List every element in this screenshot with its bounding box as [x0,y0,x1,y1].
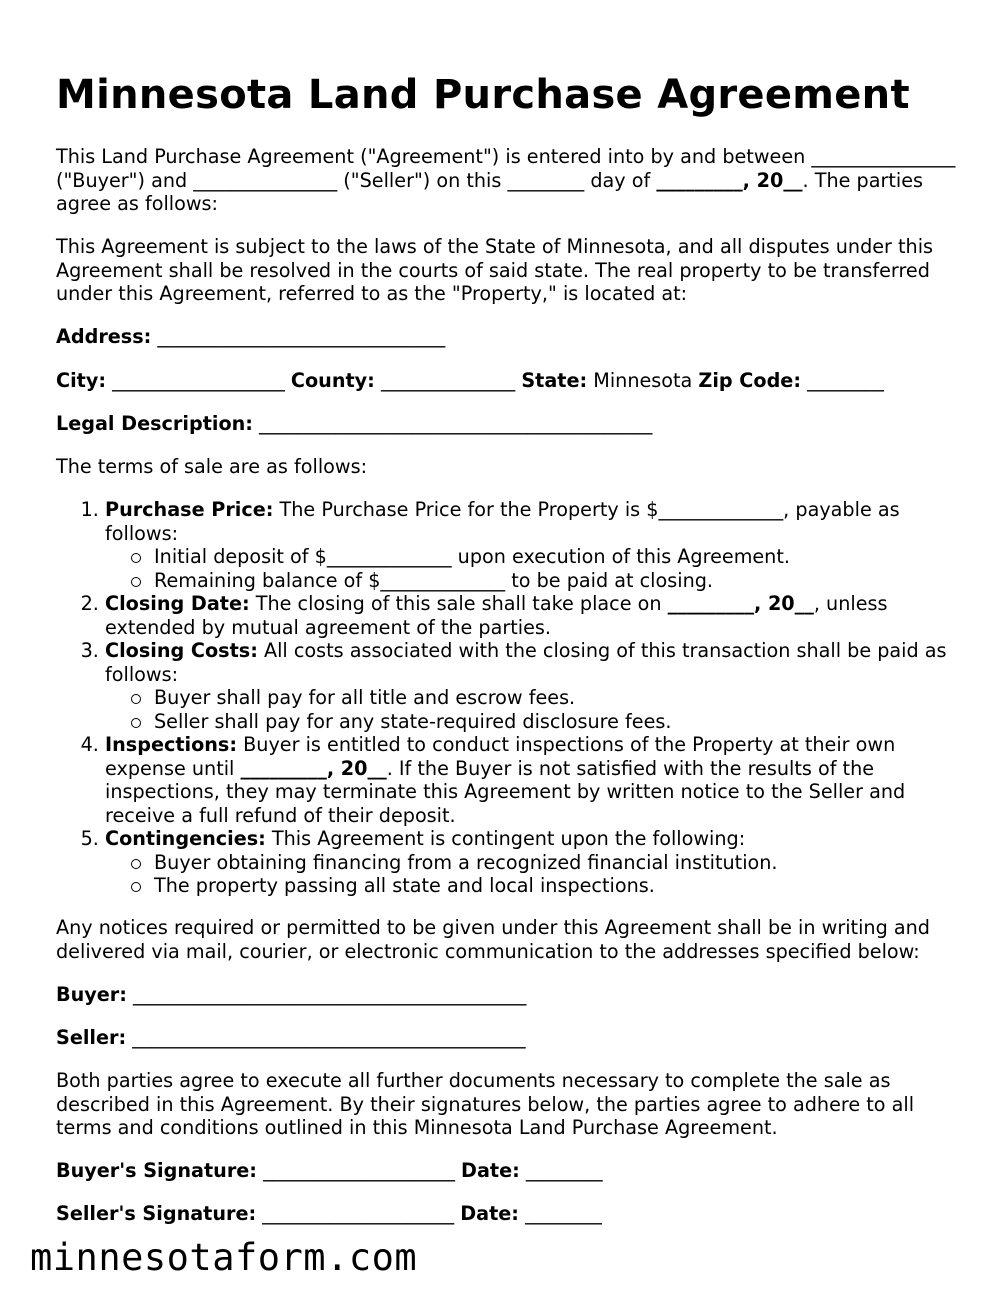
term-label: Contingencies: [105,827,266,850]
term-purchase-price [105,498,956,592]
term-label: Purchase Price: [105,498,274,521]
seller-date-blank: ________ [518,1202,602,1225]
term-label: Closing Date: [105,592,250,615]
day-of-text: day of [584,168,657,192]
inspection-date-blank: _________, 20__ [240,756,387,780]
buyer-signature-label: Buyer's Signature: [56,1159,257,1182]
seller-line [56,1026,956,1050]
seller-name-blank: _______________ [193,168,338,192]
term-inspections [105,733,956,827]
term-label: Closing Costs: [105,639,258,662]
intro-text-after: . The parties agree as follows: [56,168,923,215]
legal-description-label: Legal Description: [56,412,253,435]
city-label: City: [56,369,107,392]
intro-paragraph [56,145,956,216]
terms-list [56,498,956,898]
footer-watermark: minnesotaform.com [30,1236,418,1279]
day-blank: ________ [507,168,585,192]
term-text: , unless extended by mutual agreement of the parties. [105,592,888,639]
state-label: State: [521,369,588,392]
address-blank: ______________________________ [151,325,446,348]
law-paragraph: This Agreement is subject to the laws of the State of Minnesota, and all disputes under this Agreement shall be resolved in the courts of said state. The real property to be transferred under this Agreement, referred to as the "Property," is located at: [56,235,934,305]
seller-label: Seller: [56,1026,127,1049]
buyer-name-blank: _______________ [811,145,956,168]
legal-description-line [56,412,956,436]
county-label: County: [290,369,375,392]
intro-text-before: This Land Purchase Agreement ("Agreement") is entered into by and between [56,145,812,168]
county-blank: ______________ [374,369,522,392]
term-text: . If the Buyer is not satisfied with the results of the inspections, they may terminate this Agreement by written notice to the Seller and receive a full refund of their deposit. [105,756,906,827]
term-text: The Purchase Price for the Property is $_____________, payable as follows: [105,498,900,545]
closing-paragraph: Both parties agree to execute all further documents necessary to complete the sale as described in this Agreement. By their signatures below, the parties agree to adhere to all terms and conditions outlined in this Minnesota Land Purchase Agreement. [56,1069,915,1139]
seller-signature-blank: ____________________ [256,1202,461,1225]
sub-item: The property passing all state and local inspections. [154,874,956,898]
buyer-label: Buyer: [56,983,127,1006]
seller-signature-label: Seller's Signature: [56,1202,257,1225]
buyer-date-label: Date: [461,1159,520,1182]
state-value: Minnesota [587,369,699,392]
address-label: Address: [56,325,152,348]
term-text: This Agreement is contingent upon the following: [265,827,746,850]
seller-signature-line [56,1202,956,1226]
term-closing-date [105,592,956,639]
address-line [56,325,956,349]
buyer-signature-line [56,1159,956,1183]
buyer-signature-blank: ____________________ [256,1159,462,1182]
buyer-blank: _________________________________________ [126,983,527,1006]
sub-item: Remaining balance of $_____________ to be paid at closing. [154,569,956,593]
seller-blank: _________________________________________ [126,1026,526,1049]
sub-item: Initial deposit of $_____________ upon execution of this Agreement. [154,545,956,569]
legal-description-blank: _________________________________________ [252,412,653,435]
term-text: Buyer is entitled to conduct inspections of the Property at their own expense until [105,733,896,780]
buyer-line [56,983,956,1007]
term-label: Inspections: [105,733,238,756]
location-line [56,369,956,393]
term-closing-costs [105,639,956,733]
zip-label: Zip Code: [698,369,801,392]
closing-date-blank: _________, 20__ [667,592,814,615]
buyer-role-label: ("Buyer") and [56,168,194,192]
seller-role-label: ("Seller") on this [337,168,508,192]
notices-paragraph: Any notices required or permitted to be given under this Agreement shall be in writing and delivered via mail, courier, or electronic communication to the addresses specified below: [56,916,930,963]
terms-intro: The terms of sale are as follows: [56,455,368,478]
agreement-date-blank: _________, 20__ [656,168,803,192]
term-contingencies [105,827,956,898]
sub-item: Buyer obtaining financing from a recognized financial institution. [154,851,956,875]
city-blank: __________________ [106,369,291,392]
sub-item: Buyer shall pay for all title and escrow fees. [154,686,956,710]
sub-item: Seller shall pay for any state-required disclosure fees. [154,710,956,734]
term-text: The closing of this sale shall take place on [249,592,668,615]
term-text: All costs associated with the closing of this transaction shall be paid as follows: [105,639,947,686]
document-title: Minnesota Land Purchase Agreement [56,72,910,118]
buyer-date-blank: ________ [519,1159,603,1182]
zip-blank: ________ [801,369,884,392]
seller-date-label: Date: [460,1202,519,1225]
